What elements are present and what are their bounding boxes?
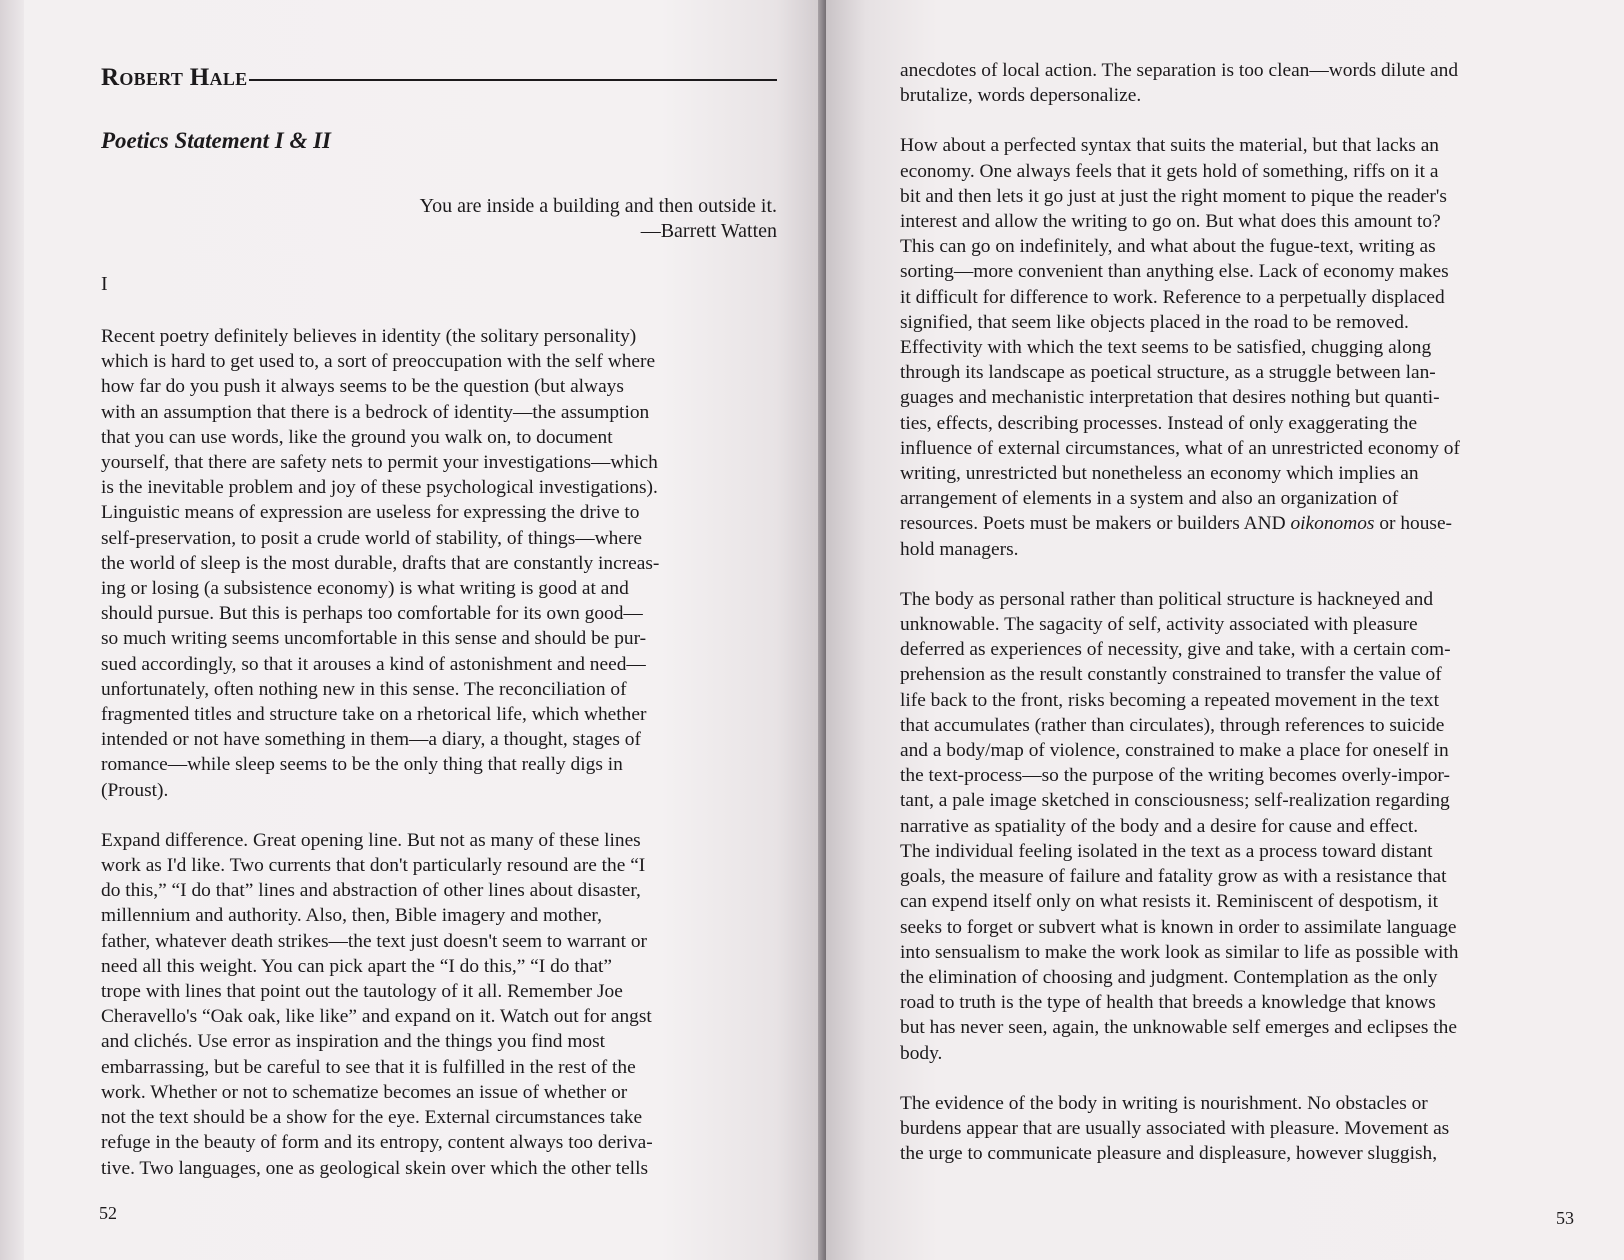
epigraph <box>101 194 777 244</box>
text-line: work. Whether or not to schematize becomes an issue of whether or <box>101 1081 628 1103</box>
text-line: and a body/map of violence, constrained to make a place for oneself in <box>900 740 1449 762</box>
author-heading <box>101 58 777 98</box>
text-line: is the inevitable problem and joy of these psychological investigations). <box>101 477 658 499</box>
epigraph-quote: You are inside a building and then outside it. <box>419 195 777 217</box>
text-line: body. <box>900 1042 943 1064</box>
text-line: work as I'd like. Two currents that don't particularly resound are the “I <box>101 855 646 877</box>
text-line: need all this weight. You can pick apart the “I do this,” “I do that” <box>101 955 613 977</box>
text-line: yourself, that there are safety nets to permit your investigations—which <box>101 452 658 474</box>
text-line: the world of sleep is the most durable, drafts that are constantly increas- <box>101 552 660 574</box>
text-line: goals, the measure of failure and fatality grow as with a resistance that <box>900 866 1447 888</box>
left-body-text <box>101 324 777 1181</box>
text-line: The body as personal rather than political structure is hackneyed and <box>900 588 1434 610</box>
text-line: Expand difference. Great opening line. But not as many of these lines <box>101 829 641 851</box>
text-line: (Proust). <box>101 779 169 801</box>
text-line: intended or not have something in them—a diary, a thought, stages of <box>101 729 641 751</box>
paragraph <box>900 58 1586 108</box>
section-numeral: I <box>101 273 108 295</box>
text-line: father, whatever death strikes—the text just doesn't seem to warrant or <box>101 930 648 952</box>
text-line: tive. Two languages, one as geological skein over which the other tells <box>101 1157 648 1179</box>
text-line: Effectivity with which the text seems to be satisfied, chugging along <box>900 337 1432 359</box>
author-name: Robert Hale <box>101 64 248 91</box>
right-page-content <box>900 58 1586 1166</box>
text-line: The evidence of the body in writing is nourishment. No obstacles or <box>900 1092 1428 1114</box>
paragraph-gap <box>900 1066 1586 1091</box>
text-line: guages and mechanistic interpretation that desires nothing but quanti- <box>900 387 1440 409</box>
text-line: signified, that seem like objects placed in the road to be removed. <box>900 311 1409 333</box>
paragraph <box>101 324 777 803</box>
text-line: life back to the front, risks becoming a repeated movement in the text <box>900 689 1439 711</box>
article-title: Poetics Statement I & II <box>101 128 331 153</box>
text-line: so much writing seems uncomfortable in this sense and should be pur- <box>101 628 647 650</box>
text-line: not the text should be a show for the eye. External circumstances take <box>101 1107 643 1129</box>
text-line: ing or losing (a subsistence economy) is what writing is good at and <box>101 578 629 600</box>
heading-rule <box>249 79 777 81</box>
text-line: can expend itself only on what resists it. Reminiscent of despotism, it <box>900 891 1439 913</box>
text-line: seeks to forget or subvert what is known in order to assimilate language <box>900 916 1457 938</box>
text-line: fragmented titles and structure take on a rhetorical life, which whether <box>101 704 647 726</box>
text-line: the text-process—so the purpose of the writing becomes overly-impor- <box>900 765 1450 787</box>
text-line: romance—while sleep seems to be the only thing that really digs in <box>101 754 623 776</box>
text-line: narrative as spatiality of the body and a desire for cause and effect. <box>900 815 1419 837</box>
text-line: ties, effects, describing processes. Instead of only exaggerating the <box>900 412 1418 434</box>
text-line: sorting—more convenient than anything else. Lack of economy makes <box>900 261 1449 283</box>
paragraph-gap <box>101 803 777 828</box>
text-line: which is hard to get used to, a sort of preoccupation with the self where <box>101 351 656 373</box>
paragraph <box>101 828 777 1181</box>
text-line: road to truth is the type of health that breeds a knowledge that knows <box>900 992 1436 1014</box>
text-line: resources. Poets must be makers or builders AND oikonomos or house- <box>900 513 1453 535</box>
text-line: Recent poetry definitely believes in identity (the solitary personality) <box>101 326 637 347</box>
text-line: Cheravello's “Oak oak, like like” and expand on it. Watch out for angst <box>101 1006 652 1028</box>
text-line: through its landscape as poetical structure, as a struggle between lan- <box>900 362 1436 384</box>
text-line: unknowable. The sagacity of self, activity associated with pleasure <box>900 614 1418 636</box>
text-line: but has never seen, again, the unknowable self emerges and eclipses the <box>900 1017 1457 1039</box>
text-line: influence of external circumstances, what of an unrestricted economy of <box>900 437 1460 459</box>
text-line: brutalize, words depersonalize. <box>900 85 1142 107</box>
text-line: trope with lines that point out the tautology of it all. Remember Joe <box>101 981 623 1003</box>
text-line: millennium and authority. Also, then, Bible imagery and mother, <box>101 905 602 927</box>
text-line: deferred as experiences of necessity, give and take, with a certain com- <box>900 639 1451 661</box>
text-line: embarrassing, but be careful to see that it is fulfilled in the rest of the <box>101 1056 636 1078</box>
page-number-left: 52 <box>99 1203 117 1223</box>
text-line: hold managers. <box>900 538 1019 560</box>
paragraph <box>900 133 1586 561</box>
text-line: burdens appear that are usually associated with pleasure. Movement as <box>900 1117 1450 1139</box>
text-line: Linguistic means of expression are useless for expressing the drive to <box>101 502 640 524</box>
left-page-content <box>101 58 777 1181</box>
epigraph-attribution: —Barrett Watten <box>640 220 777 242</box>
text-line: should pursue. But this is perhaps too comfortable for its own good— <box>101 603 643 625</box>
text-line: how far do you push it always seems to be the question (but always <box>101 376 624 398</box>
text-line: into sensualism to make the work look as similar to life as possible with <box>900 941 1459 963</box>
text-line: with an assumption that there is a bedrock of identity—the assumption <box>101 401 650 423</box>
text-line: do this,” “I do that” lines and abstraction of other lines about disaster, <box>101 880 641 902</box>
text-line: sued accordingly, so that it arouses a kind of astonishment and need— <box>101 653 646 675</box>
text-line: that accumulates (rather than circulates), through references to suicide <box>900 714 1445 736</box>
text-line: economy. One always feels that it gets hold of something, riffs on it a <box>900 160 1439 182</box>
paragraph <box>900 1091 1586 1167</box>
text-line: refuge in the beauty of form and its entropy, content always too deriva- <box>101 1132 653 1154</box>
text-line: This can go on indefinitely, and what about the fugue-text, writing as <box>900 236 1436 258</box>
page-edge <box>0 0 24 1260</box>
paragraph-gap <box>900 108 1586 133</box>
text-line: anecdotes of local action. The separation is too clean—words dilute and <box>900 60 1459 81</box>
text-line: it difficult for difference to work. Reference to a perpetually displaced <box>900 286 1445 308</box>
text-line: The individual feeling isolated in the text as a process toward distant <box>900 840 1433 862</box>
text-line: How about a perfected syntax that suits the material, but that lacks an <box>900 135 1439 157</box>
text-line: and clichés. Use error as inspiration and the things you find most <box>101 1031 606 1053</box>
text-line: writing, unrestricted but nonetheless an economy which implies an <box>900 463 1419 485</box>
text-line: bit and then lets it go just at just the right moment to pique the reader's <box>900 185 1447 207</box>
text-line: interest and allow the writing to go on. But what does this amount to? <box>900 211 1441 233</box>
text-line: the urge to communicate pleasure and displeasure, however sluggish, <box>900 1143 1438 1165</box>
text-line: arrangement of elements in a system and also an organization of <box>900 488 1399 510</box>
paragraph <box>900 587 1586 1066</box>
right-body-text <box>900 58 1586 1166</box>
text-line: that you can use words, like the ground you walk on, to document <box>101 426 613 448</box>
text-line: the elimination of choosing and judgment. Contemplation as the only <box>900 966 1438 988</box>
text-line: prehension as the result constantly constrained to transfer the value of <box>900 664 1442 686</box>
text-line: unfortunately, often nothing new in this sense. The reconciliation of <box>101 678 627 700</box>
page-number-right: 53 <box>1556 1208 1574 1228</box>
paragraph-gap <box>900 562 1586 587</box>
text-line: tant, a pale image sketched in consciousness; self-realization regarding <box>900 790 1450 812</box>
text-line: self-preservation, to posit a crude world of stability, of things—where <box>101 527 643 549</box>
